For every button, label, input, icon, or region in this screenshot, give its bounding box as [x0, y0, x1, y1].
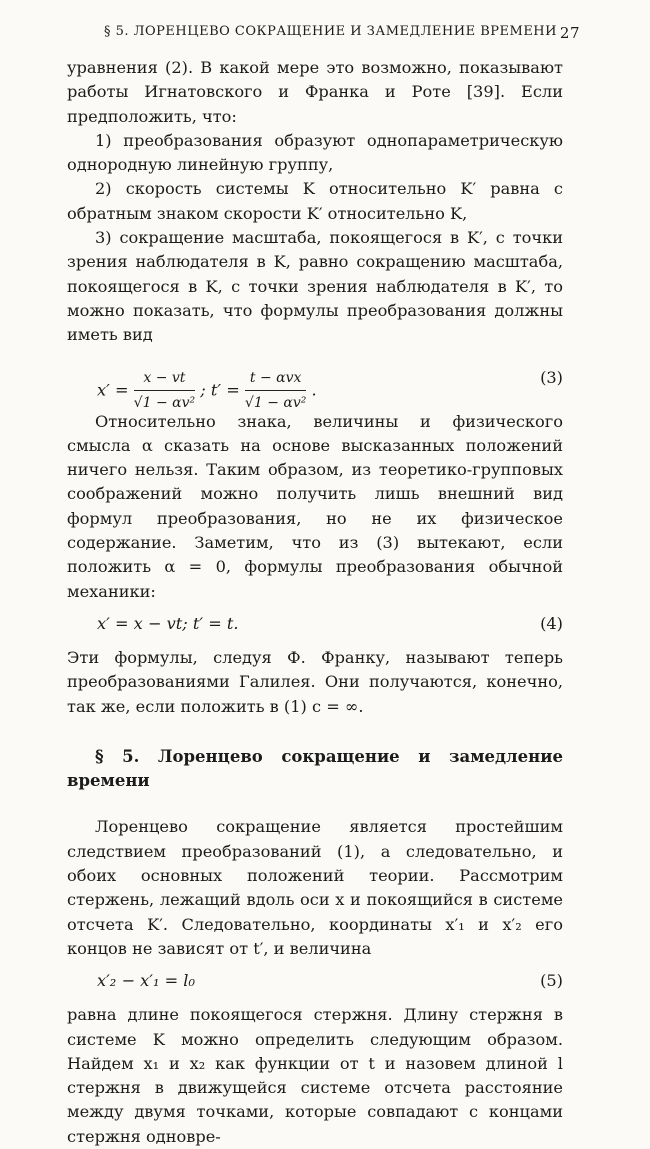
paragraph: Относительно знака, величины и физического смысла α сказать на основе высказанных положений ничего нельзя. Таким образом, из теоретико-групповых соображений можно получить лишь внешний вид формул преобразования, но не их физическое содержание. Заметим, что из (3) вытекают, если положить α = 0, формулы преобразования обычной механики: — [67, 411, 563, 601]
running-header — [60, 20, 580, 44]
equation-4 — [67, 608, 563, 642]
paragraph: Эти формулы, следуя Ф. Франку, называют теперь преобразованиями Галилея. Они получаются, конечно, так же, если положить в (1) c = ∞. — [67, 647, 563, 716]
page-number: 27 — [559, 24, 580, 42]
eq3-x-numerator: x − vt — [134, 366, 195, 391]
equation-4-body: x′ = x − vt; t′ = t. — [97, 613, 239, 633]
equation-5 — [67, 965, 563, 999]
header-title: § 5. ЛОРЕНЦЕВО СОКРАЩЕНИЕ И ЗАМЕДЛЕНИЕ ВРЕМЕНИ — [104, 24, 557, 39]
equation-3-body — [97, 366, 317, 416]
equation-3 — [67, 354, 563, 411]
equation-number: (5) — [540, 971, 563, 991]
eq3-x-lhs: x′ = — [97, 379, 129, 399]
eq3-x-fraction — [134, 366, 195, 416]
eq3-x-denominator: √1 − αv² — [133, 394, 196, 411]
section-heading: § 5. Лоренцево сокращение и замедление времени — [67, 746, 563, 791]
list-item: 3) сокращение масштаба, покоящегося в K′, с точки зрения наблюдателя в K, равно сокращению масштаба, покоящегося в K, с точки зрения наблюдателя в K′, то можно показать, что формулы преобразования должны иметь вид — [67, 228, 563, 345]
paragraph: Лоренцево сокращение является простейшим следствием преобразований (1), а следовательно, и обоих основных положений теории. Рассмотрим стержень, лежащий вдоль оси x и покоящийся в системе отсчета K′. Следовательно, координаты x′₁ и x′₂ его концов не зависят от t′, и величина — [67, 817, 563, 958]
eq3-t-denominator: √1 − αv² — [244, 394, 307, 411]
eq3-end: . — [311, 379, 317, 399]
equation-number: (4) — [540, 613, 563, 633]
paragraph: уравнения (2). В какой мере это возможно, показывают работы Игнатовского и Франка и Роте [39]. Если предположить, что: — [67, 58, 563, 126]
page-body — [67, 56, 563, 1149]
eq3-t-numerator: t − αvx — [245, 366, 306, 391]
paragraph: равна длине покоящегося стержня. Длину стержня в системе K можно определить следующим образом. Найдем x₁ и x₂ как функции от t и назовем длиной l стержня в движущейся системе отсчета расстояние между двумя точками, которые совпадают с концами стержня одновре- — [67, 1005, 563, 1146]
list-item: 2) скорость системы K относительно K′ равна с обратным знаком скорости K′ относительно K, — [67, 179, 563, 223]
list-item: 1) преобразования образуют однопараметрическую однородную линейную группу, — [67, 130, 563, 175]
eq3-t-fraction — [245, 366, 306, 416]
eq3-separator: ; t′ = — [200, 379, 240, 399]
equation-5-body: x′₂ − x′₁ = l₀ — [97, 971, 195, 991]
equation-number: (3) — [540, 367, 563, 387]
